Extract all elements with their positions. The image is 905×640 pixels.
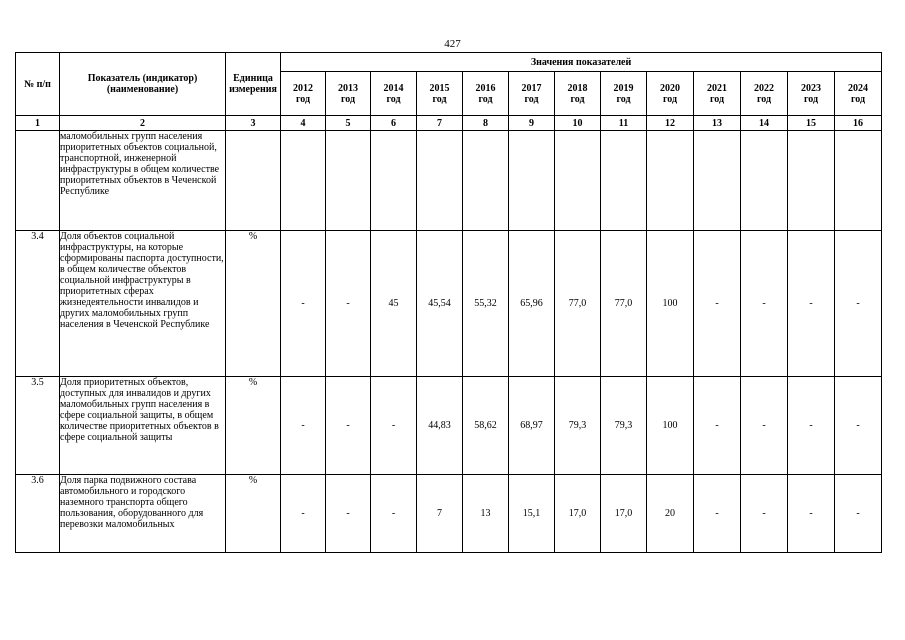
- header-year: [281, 72, 326, 116]
- header-year-word: год: [851, 93, 866, 105]
- value-cell: -: [326, 377, 371, 475]
- unit-cell: %: [226, 231, 281, 377]
- header-index-row: [16, 116, 882, 131]
- header-year: [371, 72, 417, 116]
- value-cell: [647, 131, 694, 231]
- value-cell: [371, 131, 417, 231]
- header-year-number: 2012: [293, 82, 313, 94]
- value-cell: 68,97: [509, 377, 555, 475]
- unit-cell: %: [226, 377, 281, 475]
- header-year-word: год: [570, 93, 585, 105]
- column-index: 11: [601, 116, 647, 131]
- value-cell: -: [788, 231, 835, 377]
- value-cell: -: [371, 377, 417, 475]
- value-cell: [601, 131, 647, 231]
- column-index: 9: [509, 116, 555, 131]
- value-cell: -: [788, 475, 835, 553]
- column-index: 6: [371, 116, 417, 131]
- column-index: 16: [835, 116, 882, 131]
- unit-cell: [226, 131, 281, 231]
- value-cell: -: [835, 475, 882, 553]
- header-year-word: год: [524, 93, 539, 105]
- header-year-number: 2018: [567, 82, 588, 94]
- value-cell: 79,3: [601, 377, 647, 475]
- value-cell: 17,0: [555, 475, 601, 553]
- indicators-table: [15, 52, 882, 553]
- column-index: 13: [694, 116, 741, 131]
- header-indicator: Показатель (индикатор) (наименование): [60, 53, 226, 116]
- unit-cell: %: [226, 475, 281, 553]
- value-cell: 45,54: [417, 231, 463, 377]
- header-num: № п/п: [16, 53, 60, 116]
- header-year-word: год: [340, 93, 356, 105]
- column-index: 15: [788, 116, 835, 131]
- table-row: [16, 131, 882, 231]
- value-cell: [463, 131, 509, 231]
- indicator-name: Доля объектов социальной инфраструктуры, на которые сформированы паспорта доступности, в общем количестве объектов социальной инфраструктуры в приоритетных сферах жизнедеятельности инвалидов и других маломобильных групп населения в Чеченской Республике: [60, 231, 226, 377]
- row-number: 3.4: [16, 231, 60, 377]
- column-index: 10: [555, 116, 601, 131]
- value-cell: 77,0: [555, 231, 601, 377]
- value-cell: [694, 131, 741, 231]
- value-cell: 44,83: [417, 377, 463, 475]
- header-year-word: год: [616, 93, 631, 105]
- page-number: 427: [444, 38, 461, 50]
- header-year: [326, 72, 371, 116]
- value-cell: [509, 131, 555, 231]
- header-unit: Единица измерения: [226, 53, 281, 116]
- header-year: [694, 72, 741, 116]
- row-number: [16, 131, 60, 231]
- value-cell: 7: [417, 475, 463, 553]
- column-index: 1: [16, 116, 60, 131]
- header-year: [509, 72, 555, 116]
- column-index: 2: [60, 116, 226, 131]
- value-cell: 79,3: [555, 377, 601, 475]
- column-index: 12: [647, 116, 694, 131]
- header-year-word: год: [478, 93, 493, 105]
- header-year-number: 2019: [613, 82, 634, 94]
- value-cell: 55,32: [463, 231, 509, 377]
- header-year-number: 2022: [754, 82, 774, 94]
- value-cell: 17,0: [601, 475, 647, 553]
- value-cell: [788, 131, 835, 231]
- table-body: [16, 131, 882, 553]
- header-year-number: 2024: [848, 82, 869, 94]
- value-cell: -: [835, 377, 882, 475]
- value-cell: -: [835, 231, 882, 377]
- value-cell: -: [281, 475, 326, 553]
- value-cell: 77,0: [601, 231, 647, 377]
- value-cell: 58,62: [463, 377, 509, 475]
- header-year: [417, 72, 463, 116]
- header-year-number: 2020: [660, 82, 680, 94]
- value-cell: -: [281, 377, 326, 475]
- header-year-word: год: [756, 93, 772, 105]
- value-cell: [326, 131, 371, 231]
- indicator-name: маломобильных групп населения приоритетных объектов социальной, транспортной, инженерной инфраструктуры в общем количестве приоритетных объектов в Чеченской Республике: [60, 131, 226, 231]
- value-cell: 45: [371, 231, 417, 377]
- value-cell: 15,1: [509, 475, 555, 553]
- header-year: [741, 72, 788, 116]
- column-index: 7: [417, 116, 463, 131]
- header-year: [463, 72, 509, 116]
- header-year-word: год: [662, 93, 678, 105]
- table-row: [16, 475, 882, 553]
- value-cell: 65,96: [509, 231, 555, 377]
- value-cell: [835, 131, 882, 231]
- header-year-word: год: [803, 93, 819, 105]
- header-year-word: год: [709, 93, 725, 105]
- header-year: [601, 72, 647, 116]
- value-cell: -: [741, 231, 788, 377]
- indicator-name: Доля приоритетных объектов, доступных для инвалидов и других маломобильных групп населения в сфере социальной защиты, в общем количестве приоритетных объектов в сфере социальной защиты: [60, 377, 226, 475]
- value-cell: -: [694, 377, 741, 475]
- header-year: [555, 72, 601, 116]
- value-cell: 13: [463, 475, 509, 553]
- column-index: 5: [326, 116, 371, 131]
- value-cell: -: [741, 377, 788, 475]
- value-cell: -: [326, 231, 371, 377]
- header-year: [647, 72, 694, 116]
- column-index: 4: [281, 116, 326, 131]
- header-year-word: год: [386, 93, 401, 105]
- value-cell: 100: [647, 231, 694, 377]
- value-cell: -: [788, 377, 835, 475]
- header-values: Значения показателей: [281, 53, 882, 72]
- row-number: 3.6: [16, 475, 60, 553]
- table-row: [16, 231, 882, 377]
- header-year-word: год: [295, 93, 311, 105]
- value-cell: -: [281, 231, 326, 377]
- value-cell: [281, 131, 326, 231]
- header-year-number: 2023: [801, 82, 821, 94]
- value-cell: [741, 131, 788, 231]
- column-index: 3: [226, 116, 281, 131]
- value-cell: -: [326, 475, 371, 553]
- column-index: 14: [741, 116, 788, 131]
- header-year-number: 2016: [475, 82, 496, 94]
- header-year: [835, 72, 882, 116]
- header-year-number: 2015: [429, 82, 450, 94]
- header-year-number: 2013: [338, 82, 358, 94]
- header-year-word: год: [432, 93, 447, 105]
- table-row: [16, 377, 882, 475]
- header-year: [788, 72, 835, 116]
- header-year-number: 2017: [521, 82, 542, 94]
- value-cell: [417, 131, 463, 231]
- value-cell: -: [694, 231, 741, 377]
- value-cell: [555, 131, 601, 231]
- row-number: 3.5: [16, 377, 60, 475]
- value-cell: -: [371, 475, 417, 553]
- header-year-number: 2014: [383, 82, 404, 94]
- value-cell: 20: [647, 475, 694, 553]
- indicator-name: Доля парка подвижного состава автомобильного и городского наземного транспорта общего пользования, оборудованного для перевозки маломобильных: [60, 475, 226, 553]
- value-cell: 100: [647, 377, 694, 475]
- column-index: 8: [463, 116, 509, 131]
- value-cell: -: [741, 475, 788, 553]
- header-year-number: 2021: [707, 82, 727, 94]
- value-cell: -: [694, 475, 741, 553]
